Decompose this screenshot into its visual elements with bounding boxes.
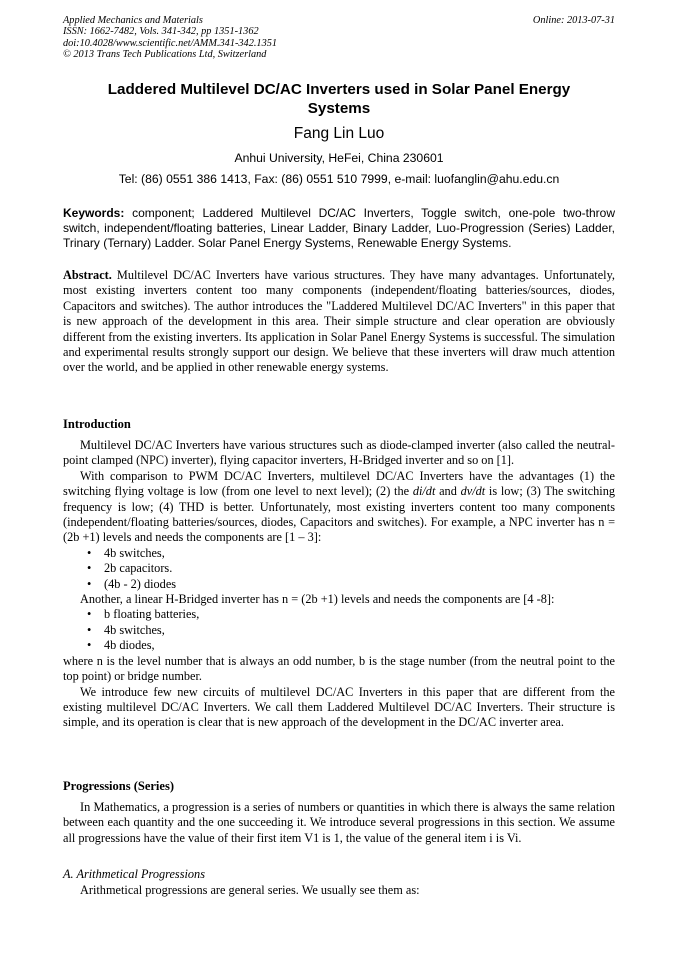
list-item	[63, 638, 615, 653]
abstract-text: Multilevel DC/AC Inverters have various structures. They have many advantages. Unfortunately, most existing inverters content too many components (independent/floating batteries/sources, diodes, Capacitors and switches). The author introduces the "Laddered Multilevel DC/AC Inverters" in this paper that is new approach of the development in this area. Their simple structure and clear operation are obviously different from the existing inverters. Its application in Solar Panel Energy Systems is successful. The simulation and experimental results strongly support our design. We believe that these inverters will draw much attention over the world, and be applied in other renewable energy systems.	[63, 268, 615, 375]
doi-line[interactable]: doi:10.4028/www.scientific.net/AMM.341-342.1351	[63, 37, 278, 49]
keywords-block	[63, 206, 615, 251]
intro-paragraph-3: Another, a linear H-Bridged inverter has n = (2b +1) levels and needs the components are [4 -8]:	[80, 592, 555, 607]
intro-paragraph-5: We introduce few new circuits of multilevel DC/AC Inverters in this paper that are different from the existing multilevel DC/AC Inverters. We call them Laddered Multilevel DC/AC Inverters. Their structure is simple, and its operation is clear that is new approach of the development in the DC/AC inverter area.	[63, 684, 615, 730]
list-item-text: b floating batteries,	[104, 607, 200, 622]
list-item	[63, 623, 615, 638]
journal-name: Applied Mechanics and Materials	[63, 15, 203, 26]
issn-line: ISSN: 1662-7482, Vols. 341-342, pp 1351-1362	[63, 26, 259, 38]
list-item	[63, 561, 615, 576]
intro-p2-text-b: is low; (3) The switching frequency is low; (4) THD is better. Unfortunately, most existing inverters content too many components (independent/floating batteries/sources, diodes, Capacitors and switches). For example, a NPC inverter has n = (2b +1) levels and needs the components are [1 – 3]:	[63, 484, 615, 545]
introduction-heading: Introduction	[63, 417, 131, 431]
title-line-2: Systems	[307, 100, 371, 117]
arithmetical-progressions-heading: A. Arithmetical Progressions	[63, 867, 205, 881]
author-affiliation: Anhui University, HeFei, China 230601	[234, 151, 444, 165]
bullet-icon: •	[87, 576, 92, 591]
intro-p2-and: and	[435, 484, 461, 499]
list-item	[63, 546, 615, 561]
bullet-icon: •	[87, 607, 92, 622]
intro-paragraph-4: where n is the level number that is always an odd number, b is the stage number (from the neutral point to the top point) or bridge number.	[63, 653, 615, 684]
intro-p2-didt: di/dt	[412, 484, 436, 499]
abstract-label: Abstract.	[63, 268, 112, 282]
abstract-block	[63, 268, 615, 376]
list-item	[63, 577, 615, 592]
intro-paragraph-2	[63, 469, 615, 546]
bullet-icon: •	[87, 561, 92, 576]
list-item-text: 4b switches,	[104, 545, 165, 560]
introduction-section	[63, 438, 615, 731]
intro-paragraph-1: Multilevel DC/AC Inverters have various structures such as diode-clamped inverter (also called the neutral-point clamped (NPC) inverter), flying capacitor inverters, H-Bridged inverter and so on [1].	[63, 438, 615, 468]
hbridge-components-list	[63, 607, 615, 653]
intro-p2-dvdt: dv/dt	[460, 484, 486, 499]
progressions-section	[63, 800, 615, 846]
list-item-text: 2b capacitors.	[104, 561, 173, 576]
list-item-text: 4b diodes,	[104, 638, 155, 653]
bullet-icon: •	[87, 622, 92, 637]
progressions-paragraph-1: In Mathematics, a progression is a series of numbers or quantities in which there is always the same relation between each quantity and the one succeeding it. We introduce several progressions in this section. We assume all progressions have the value of their first item V1 is 1, the value of the general item i is Vi.	[63, 800, 615, 845]
keywords-label: Keywords:	[63, 206, 125, 220]
paper-title	[63, 80, 615, 118]
author-contact: Tel: (86) 0551 386 1413, Fax: (86) 0551 510 7999, e-mail: luofanglin@ahu.edu.cn	[118, 172, 560, 186]
list-item	[63, 607, 615, 622]
progressions-heading: Progressions (Series)	[63, 779, 174, 793]
copyright-line: © 2013 Trans Tech Publications Ltd, Switzerland	[63, 49, 267, 61]
intro-p2-text-a: With comparison to PWM DC/AC Inverters, multilevel DC/AC Inverters have the advantages (1) the switching flying voltage is low (from one level to next level); (2) the	[63, 468, 615, 499]
npc-components-list	[63, 546, 615, 592]
bullet-icon: •	[87, 545, 92, 560]
keywords-text: component; Laddered Multilevel DC/AC Inverters, Toggle switch, one-pole two-throw switch, independent/floating batteries, Linear Ladder, Binary Ladder, Luo-Progression (Series) Ladder, Trinary (Ternary) Ladder. Solar Panel Energy Systems, Renewable Energy Systems.	[63, 206, 615, 250]
title-line-1: Laddered Multilevel DC/AC Inverters used in Solar Panel Energy	[107, 81, 571, 98]
list-item-text: (4b - 2) diodes	[104, 576, 177, 591]
progressions-paragraph-2: Arithmetical progressions are general series. We usually see them as:	[80, 883, 420, 897]
bullet-icon: •	[87, 638, 92, 653]
list-item-text: 4b switches,	[104, 622, 165, 637]
arithmetical-progressions-text	[63, 883, 615, 898]
author-name: Fang Lin Luo	[293, 125, 385, 142]
online-date: Online: 2013-07-31	[532, 15, 615, 26]
journal-header	[63, 15, 615, 61]
